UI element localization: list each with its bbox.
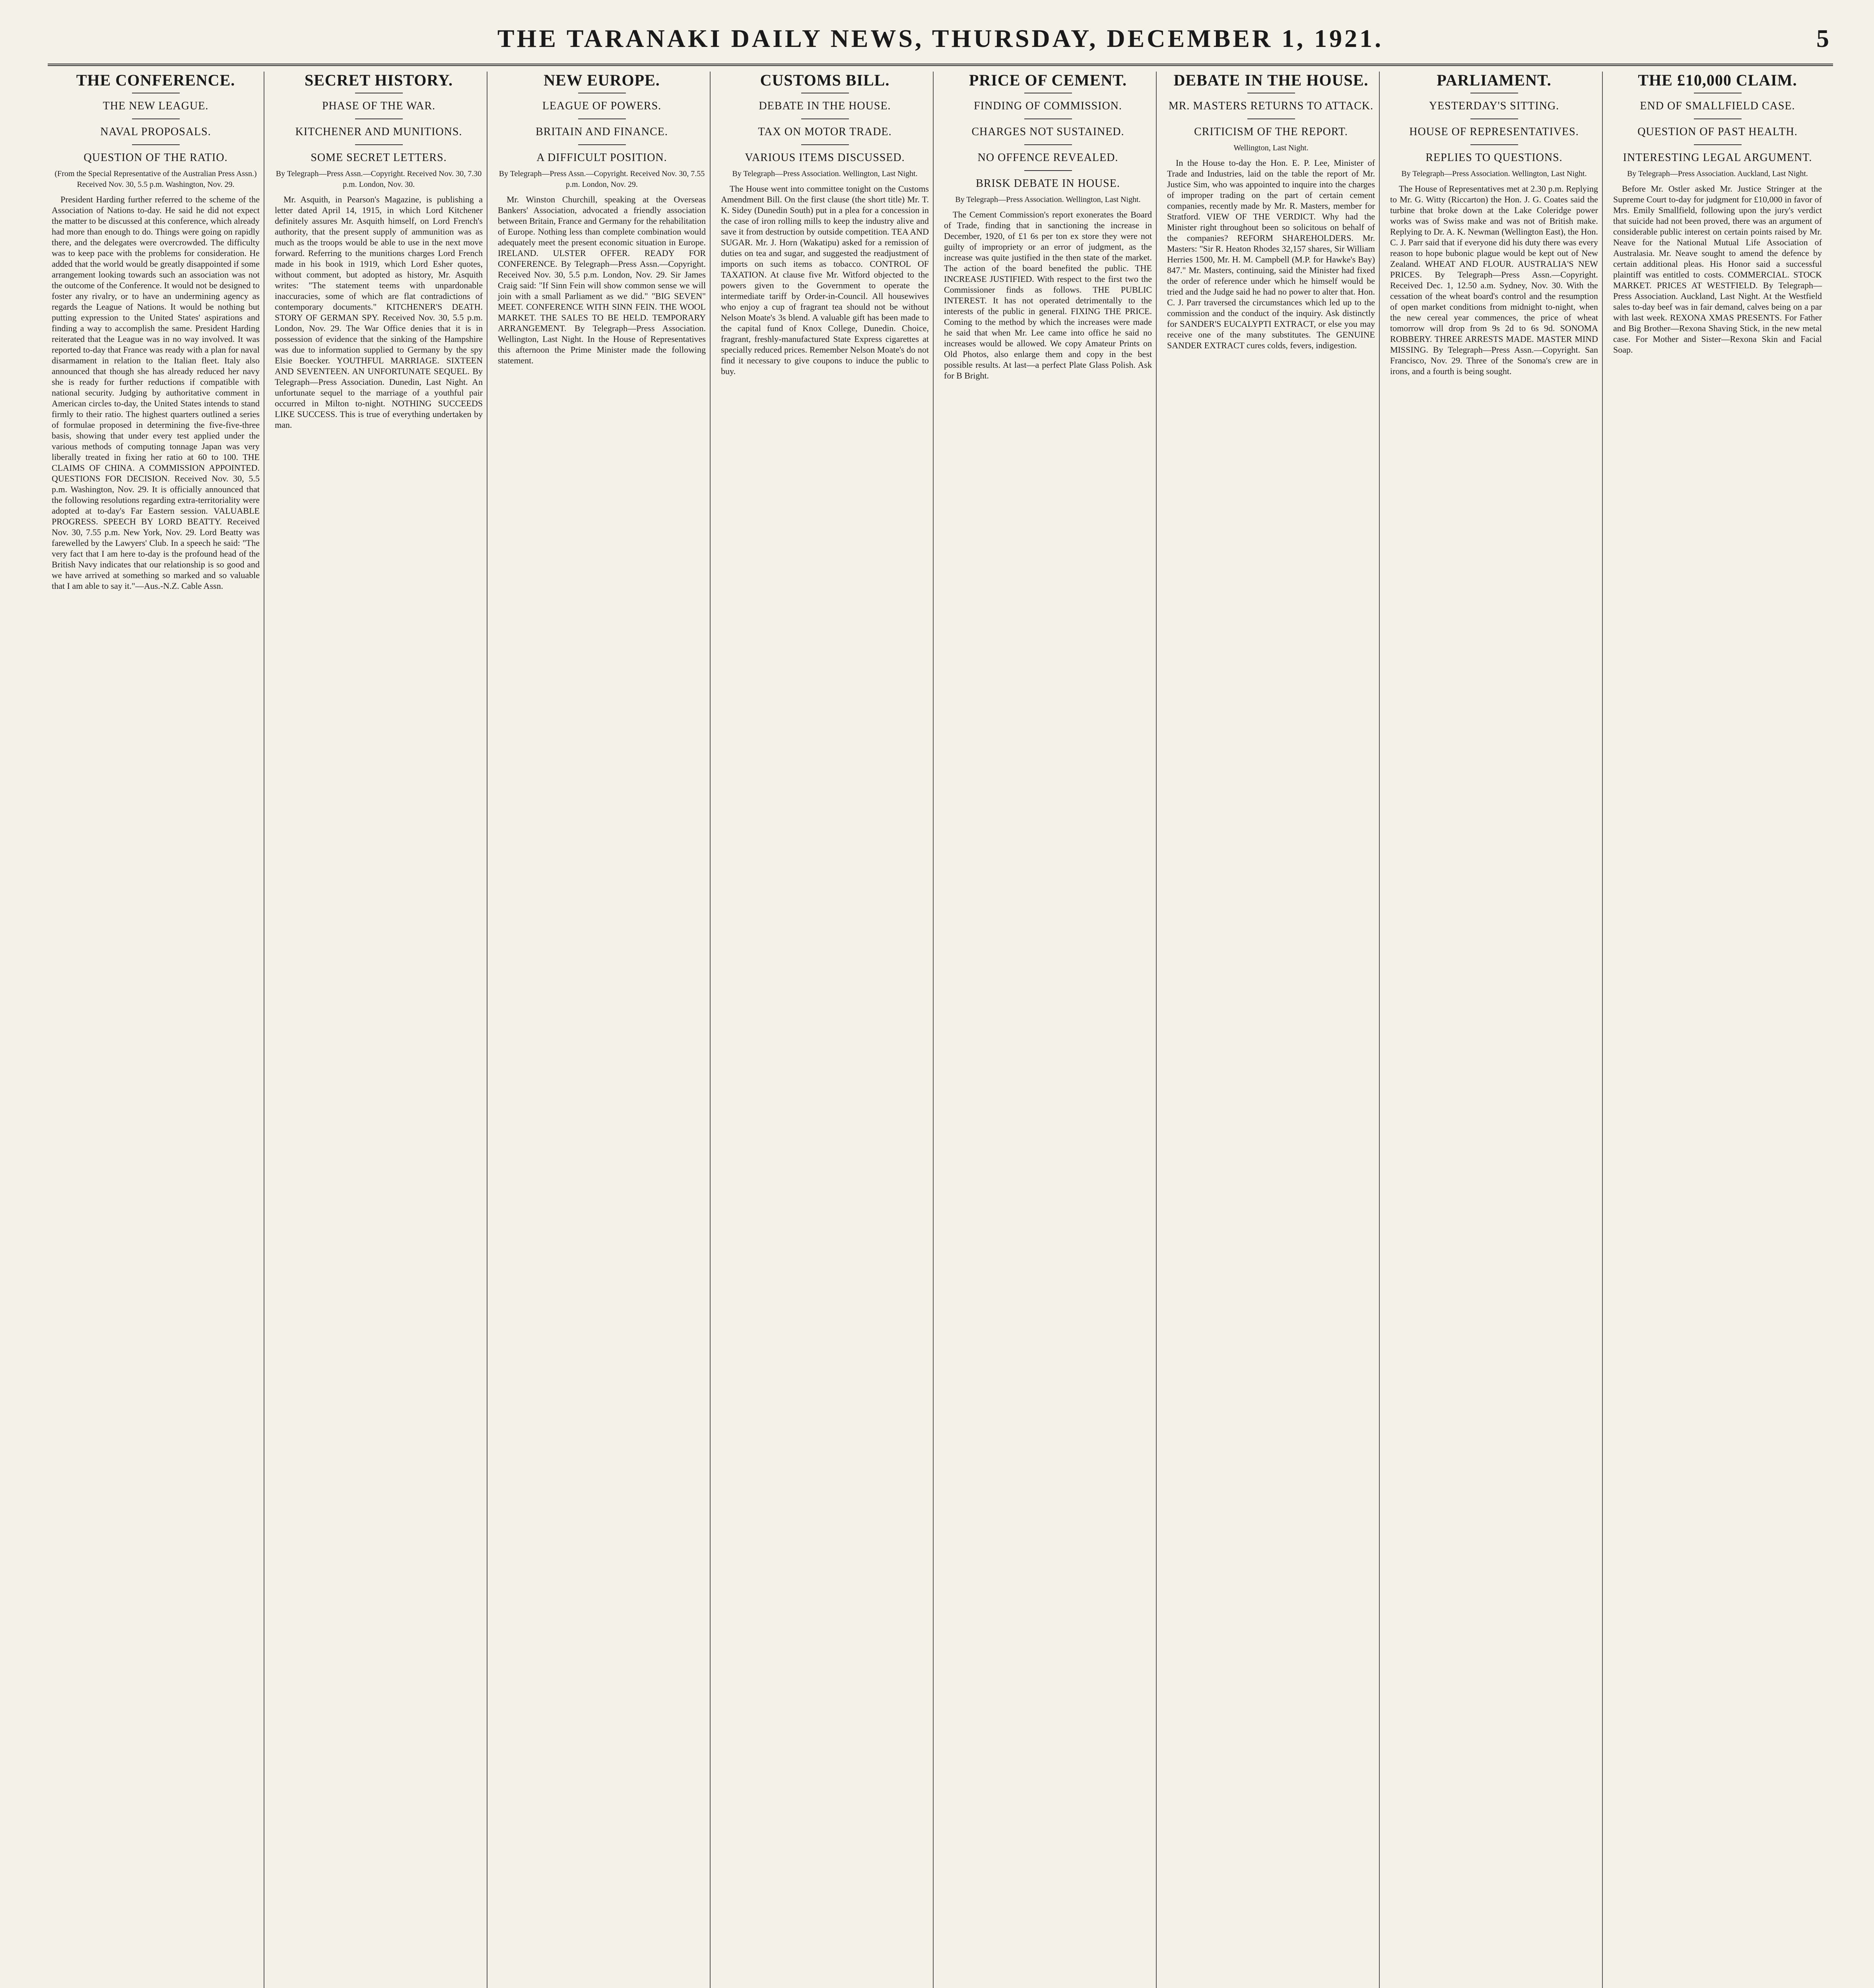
columns — [48, 72, 1833, 1988]
divider — [578, 144, 626, 145]
subheadline: LEAGUE OF POWERS. — [542, 100, 662, 112]
dateline: Wellington, Last Night. — [1233, 144, 1309, 152]
article-body: Before Mr. Ostler asked Mr. Justice Stringer at the Supreme Court to-day for judgment for £10,000 in favor of Mrs. Emily Smallfield, following upon the jury's verdict that suicide had not been proved, there was an argument of considerable public interest on certain points raised by Mr. Neave for the National Mutual Life Association of Australasia. Mr. Neave sought to amend the defence by certain additional pleas. His Honor said a successful plaintiff was entitled to costs. COMMERCIAL. STOCK MARKET. PRICES AT WESTFIELD. By Telegraph—Press Association. Auckland, Last Night. At the Westfield sales to-day beef was in fair demand, calves being on a par with last week. REXONA XMAS PRESENTS. For Father and Big Brother—Rexona Shaving Stick, in the new metal case. For Mother and Sister—Rexona Skin and Facial Soap. — [1613, 184, 1822, 355]
newspaper-title: THE TARANAKI DAILY NEWS, THURSDAY, DECEMBER 1, 1921. — [497, 24, 1384, 52]
divider — [355, 144, 403, 145]
divider — [132, 118, 180, 119]
dateline: By Telegraph—Press Association. Wellington, Last Night. — [1401, 169, 1587, 178]
subheadline: REPLIES TO QUESTIONS. — [1425, 151, 1563, 164]
divider — [1470, 144, 1518, 145]
subheadline: END OF SMALLFIELD CASE. — [1640, 100, 1795, 112]
subheadline: A DIFFICULT POSITION. — [536, 151, 667, 164]
dateline: By Telegraph—Press Assn.—Copyright. Received Nov. 30, 7.55 p.m. London, Nov. 29. — [499, 169, 705, 189]
dateline: By Telegraph—Press Association. Wellington, Last Night. — [732, 169, 918, 178]
divider — [1470, 118, 1518, 119]
article-headline: THE £10,000 CLAIM. — [1638, 72, 1797, 89]
article-headline: SECRET HISTORY. — [304, 72, 453, 89]
article-body: In the House to-day the Hon. E. P. Lee, Minister of Trade and Industries, laid on the table the report of Mr. Justice Sim, who was appointed to inquire into the charges of improper trading on the part of certain cement companies, recently made by Mr. R. Masters, member for Stratford. VIEW OF THE VERDICT. Why had the Minister right throughout been so solicitous on behalf of the companies? REFORM SHAREHOLDERS. Mr. Masters: "Sir R. Heaton Rhodes 32,157 shares, Sir William Herries 1500, Mr. H. M. Campbell (M.P. for Hawke's Bay) 847." Mr. Masters, continuing, said the Minister had fixed the order of reference under which he himself would be tried and the Judge said he had no power to alter that. Hon. C. J. Parr traversed the circumstances which led up to the commission and the conduct of the inquiry. Ask distinctly for SANDER'S EUCALYPTI EXTRACT, or else you may receive one of the many substitutes. The GENUINE SANDER EXTRACT cures colds, fevers, indigestion. — [1167, 158, 1375, 350]
divider — [1247, 118, 1295, 119]
subheadline: NO OFFENCE REVEALED. — [977, 151, 1119, 164]
subheadline: DEBATE IN THE HOUSE. — [759, 100, 891, 112]
subheadline: BRISK DEBATE IN HOUSE. — [976, 177, 1120, 190]
article-headline: NEW EUROPE. — [544, 72, 660, 89]
article-column — [717, 72, 934, 1988]
subheadline: INTERESTING LEGAL ARGUMENT. — [1623, 151, 1812, 164]
article-headline: THE CONFERENCE. — [76, 72, 235, 89]
divider — [1024, 170, 1072, 171]
subheadline: CHARGES NOT SUSTAINED. — [971, 126, 1124, 138]
article-column — [1386, 72, 1603, 1988]
subheadline: VARIOUS ITEMS DISCUSSED. — [745, 151, 905, 164]
divider — [1694, 144, 1742, 145]
masthead — [48, 20, 1833, 66]
subheadline: QUESTION OF PAST HEALTH. — [1637, 126, 1798, 138]
article-column — [48, 72, 264, 1988]
divider — [578, 118, 626, 119]
subheadline: TAX ON MOTOR TRADE. — [758, 126, 892, 138]
dateline: By Telegraph—Press Association. Auckland, Last Night. — [1627, 169, 1808, 178]
divider — [801, 144, 849, 145]
divider — [1694, 118, 1742, 119]
page-number: 5 — [1816, 24, 1829, 52]
divider — [1024, 118, 1072, 119]
article-column — [1609, 72, 1826, 1988]
article-headline: PARLIAMENT. — [1437, 72, 1552, 89]
subheadline: SOME SECRET LETTERS. — [311, 151, 447, 164]
article-body: Mr. Winston Churchill, speaking at the Overseas Bankers' Association, advocated a friendly association between Britain, France and Germany for the rehabilitation of Europe. Nothing less than complete combination would adequately meet the present economic situation in Europe. IRELAND. ULSTER OFFER. READY FOR CONFERENCE. By Telegraph—Press Assn.—Copyright. Received Nov. 30, 5.5 p.m. London, Nov. 29. Sir James Craig said: "If Sinn Fein will show common sense we will join with a small Parliament as we did." "BIG SEVEN" MEET. CONFERENCE WITH SINN FEIN. THE WOOL MARKET. THE SALES TO BE HELD. TEMPORARY ARRANGEMENT. By Telegraph—Press Association. Wellington, Last Night. In the House of Representatives this afternoon the Prime Minister made the following statement. — [498, 194, 706, 365]
subheadline: NAVAL PROPOSALS. — [100, 126, 211, 138]
subheadline: YESTERDAY'S SITTING. — [1429, 100, 1559, 112]
divider — [801, 118, 849, 119]
article-column — [494, 72, 711, 1988]
article-body: Mr. Asquith, in Pearson's Magazine, is publishing a letter dated April 14, 1915, in which Lord Kitchener definitely assures Mr. Asquith himself, on Lord French's authority, that the present supply of ammunition was as much as the troops would be able to use in the next move forward. Referring to the munitions charges Lord French made in his book in 1919, which Lord Esher quotes, without comment, but adopted as history, Mr. Asquith writes: "The statement teems with unpardonable inaccuracies, some of which are flat contradictions of contemporary documents." KITCHENER'S DEATH. STORY OF GERMAN SPY. Received Nov. 30, 5.5 p.m. London, Nov. 29. The War Office denies that it is in possession of evidence that the sinking of the Hampshire was due to information supplied to Germany by the spy Elsie Boecker. YOUTHFUL MARRIAGE. SIXTEEN AND SEVENTEEN. AN UNFORTUNATE SEQUEL. By Telegraph—Press Association. Dunedin, Last Night. An unfortunate sequel to the marriage of a youthful pair occurred in Milton to-night. NOTHING SUCCEEDS LIKE SUCCESS. This is true of everything undertaken by man. — [275, 194, 483, 430]
subheadline: PHASE OF THE WAR. — [322, 100, 436, 112]
divider — [1024, 144, 1072, 145]
subheadline: FINDING OF COMMISSION. — [974, 100, 1122, 112]
dateline: By Telegraph—Press Assn.—Copyright. Received Nov. 30, 7.30 p.m. London, Nov. 30. — [276, 169, 482, 189]
article-headline: PRICE OF CEMENT. — [969, 72, 1127, 89]
dateline: By Telegraph—Press Association. Wellington, Last Night. — [955, 195, 1141, 204]
article-body: The House of Representatives met at 2.30 p.m. Replying to Mr. G. Witty (Riccarton) the Hon. J. G. Coates said the turbine that broke down at the Lake Coleridge power works was of Swiss make and was not of British make. Replying to Dr. A. K. Newman (Wellington East), the Hon. C. J. Parr said that if everyone did his duty there was every reason to hope bubonic plague would be kept out of New Zealand. WHEAT AND FLOUR. AUSTRALIA'S NEW PRICES. By Telegraph—Press Assn.—Copyright. Received Dec. 1, 12.50 a.m. Sydney, Nov. 30. With the cessation of the wheat board's control and the resumption of open market conditions from midnight to-night, when the new cereal year commences, the price of wheat tomorrow will drop from 9s 2d to 6s 9d. SONOMA ROBBERY. THREE ARRESTS MADE. MASTER MIND MISSING. By Telegraph—Press Assn.—Copyright. San Francisco, Nov. 29. Three of the Sonoma's crew are in irons, and a fourth is being sought. — [1390, 184, 1598, 376]
subheadline: BRITAIN AND FINANCE. — [536, 126, 668, 138]
subheadline: QUESTION OF THE RATIO. — [84, 151, 228, 164]
dateline: (From the Special Representative of the Australian Press Assn.) Received Nov. 30, 5.5 p.m. Washington, Nov. 29. — [54, 169, 257, 189]
subheadline: CRITICISM OF THE REPORT. — [1194, 126, 1348, 138]
article-body: The House went into committee tonight on the Customs Amendment Bill. On the first clause (the short title) Mr. T. K. Sidey (Dunedin South) put in a plea for a concession in the case of iron rolling mills to keep the industry alive and save it from destruction by outside competition. TEA AND SUGAR. Mr. J. Horn (Wakatipu) asked for a remission of duties on tea and sugar, and suggested the readjustment of imports on such items as tobacco. CONTROL OF TAXATION. At clause five Mr. Witford objected to the powers given to the Government to operate the intermediate tariff by Order-in-Council. All housewives who enjoy a cup of fragrant tea should not be without Nelson Moate's 3s blend. A valuable gift has been made to the capital fund of Knox College, Dunedin. Choice, fragrant, freshly-manufactured State Express cigarettes at specially reduced prices. Remember Nelson Moate's do not find it necessary to give coupons to induce the public to buy. — [721, 184, 929, 376]
subheadline: KITCHENER AND MUNITIONS. — [295, 126, 462, 138]
subheadline: MR. MASTERS RETURNS TO ATTACK. — [1168, 100, 1374, 112]
article-column — [940, 72, 1157, 1988]
article-headline: DEBATE IN THE HOUSE. — [1173, 72, 1369, 89]
article-body: President Harding further referred to the scheme of the Association of Nations to-day. He said he did not expect the matter to be discussed at this conference, which already had more than enough to do. Things were going on rapidly there, and the delegates were overcrowded. The difficulty was to keep pace with the problems for consideration. He added that the world would be greatly disappointed if some arrangement looking towards such an association was not the outcome of the Conference. It would not be designed to foster any rivalry, or to have an undermining agency as regards the League of Nations. It would be nothing but putting expression to the United States' aspirations and finding a way to accomplish the same. President Harding reiterated that the League was in no way involved. It was reported to-day that France was ready with a plan for naval disarmament in relation to the Italian fleet. Italy also announced that though she has already reduced her navy she is ready for further reductions if compatible with national security. Judging by authoritative comment in American circles to-day, the United States intends to stand firmly to their ratio. The highest quarters outlined a series of formulae proposed in determining the five-five-three basis, showing that under every test applied under the various methods of computing tonnage Japan was very liberally treated in fixing her ratio at 60 to 100. THE CLAIMS OF CHINA. A COMMISSION APPOINTED. QUESTIONS FOR DECISION. Received Nov. 30, 5.5 p.m. Washington, Nov. 29. It is officially announced that the following resolutions regarding extra-territoriality were adopted at to-day's Far Eastern session. VALUABLE PROGRESS. SPEECH BY LORD BEATTY. Received Nov. 30, 7.55 p.m. New York, Nov. 29. Lord Beatty was farewelled by the Lawyers' Club. In a speech he said: "The very fact that I am here to-day is the profound head of the British Navy indicates that our relationship is so good and we have arrived at something so marked and so valuable that I am able to say it."—Aus.-N.Z. Cable Assn. — [52, 194, 260, 591]
article-column — [271, 72, 487, 1988]
article-headline: CUSTOMS BILL. — [760, 72, 890, 89]
divider — [132, 144, 180, 145]
article-column — [1163, 72, 1380, 1988]
divider — [355, 118, 403, 119]
subheadline: HOUSE OF REPRESENTATIVES. — [1409, 126, 1579, 138]
article-body: The Cement Commission's report exonerates the Board of Trade, finding that in sanctioning the increase in December, 1920, of £1 6s per ton ex store they were not guilty of impropriety or an error of judgment, as the increase was quite justified in the then state of the market. The action of the board benefited the public. THE INCREASE JUSTIFIED. With respect to the first two the Commissioner finds as follows. THE PUBLIC INTEREST. It has not operated detrimentally to the interests of the public in general. FIXING THE PRICE. Coming to the method by which the increases were made he said that when Mr. Lee came into office he said no increases would be allowed. We copy Amateur Prints on Old Photos, also enlarge them and copy in the best possible results. At last—a perfect Plate Glass Polish. Ask for B Bright. — [944, 210, 1152, 381]
subheadline: THE NEW LEAGUE. — [103, 100, 209, 112]
